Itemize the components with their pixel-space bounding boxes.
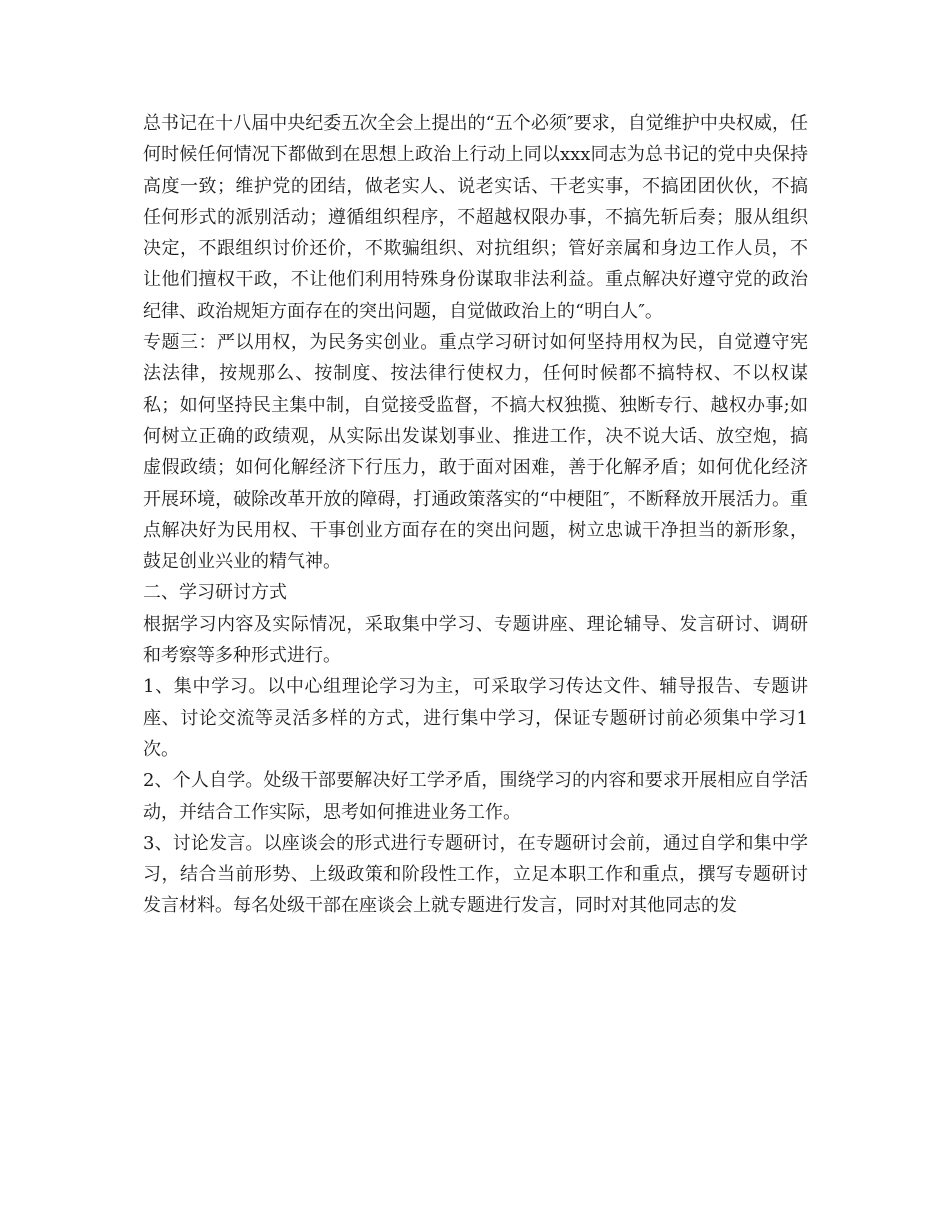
section-heading-study-methods: 二、学习研讨方式 bbox=[143, 582, 287, 604]
paragraph-absolute-loyalty: 总书记在十八届中央纪委五次全会上提出的“五个必须″要求，自觉维护中央权威，任何时候任何情况下都做到在思想上政治上行动上同以xxx同志为总书记的党中央保持高度一致；维护党的团结，做老实人、说老实话、干老实事，不搞团团伙伙，不搞任何形式的派别活动；遵循组织程序，不超越权限办事，不搞先斩后奏；服从组织决定，不跟组织讨价还价，不欺骗组织、对抗组织；管好亲属和身边工作人员，不让他们擅权干政，不让他们利用特殊身份谋取非法利益。重点解决好遵守党的政治纪律、政治规矩方面存在的突出问题，自觉做政治上的“明白人″。 bbox=[143, 113, 808, 322]
paragraph-discussion: 3、讨论发言。以座谈会的形式进行专题研讨，在专题研讨会前，通过自学和集中学习，结合当前形势、上级政策和阶段性工作，立足本职工作和重点，撰写专题研讨发言材料。每名处级干部在座谈会上就专题进行发言，同时对其他同志的发 bbox=[143, 832, 808, 917]
document-page bbox=[143, 108, 808, 922]
paragraph-topic-three: 专题三：严以用权，为民务实创业。重点学习研讨如何坚持用权为民，自觉遵守宪法法律，按规那么、按制度、按法律行使权力，任何时候都不搞特权、不以权谋私；如何坚持民主集中制，自觉接受监督，不搞大权独揽、独断专行、越权办事;如何树立正确的政绩观，从实际出发谋划事业、推进工作，决不说大话、放空炮，搞虚假政绩；如何化解经济下行压力，敢于面对困难，善于化解矛盾；如何优化经济开展环境，破除改革开放的障碍，打通政策落实的“中梗阻″，不断释放开展活力。重点解决好为民用权、干事创业方面存在的突出问题，树立忠诚干净担当的新形象，鼓足创业兴业的精气神。 bbox=[143, 332, 808, 573]
paragraph-self-study: 2、个人自学。处级干部要解决好工学矛盾，围绕学习的内容和要求开展相应自学活动，并结合工作实际，思考如何推进业务工作。 bbox=[143, 770, 808, 823]
paragraph-methods-intro: 根据学习内容及实际情况，采取集中学习、专题讲座、理论辅导、发言研讨、调研和考察等多种形式进行。 bbox=[143, 613, 808, 667]
paragraph-centralized-study: 1、集中学习。以中心组理论学习为主，可采取学习传达文件、辅导报告、专题讲座、讨论交流等灵活多样的方式，进行集中学习，保证专题研讨前必须集中学习1次。 bbox=[143, 676, 808, 760]
